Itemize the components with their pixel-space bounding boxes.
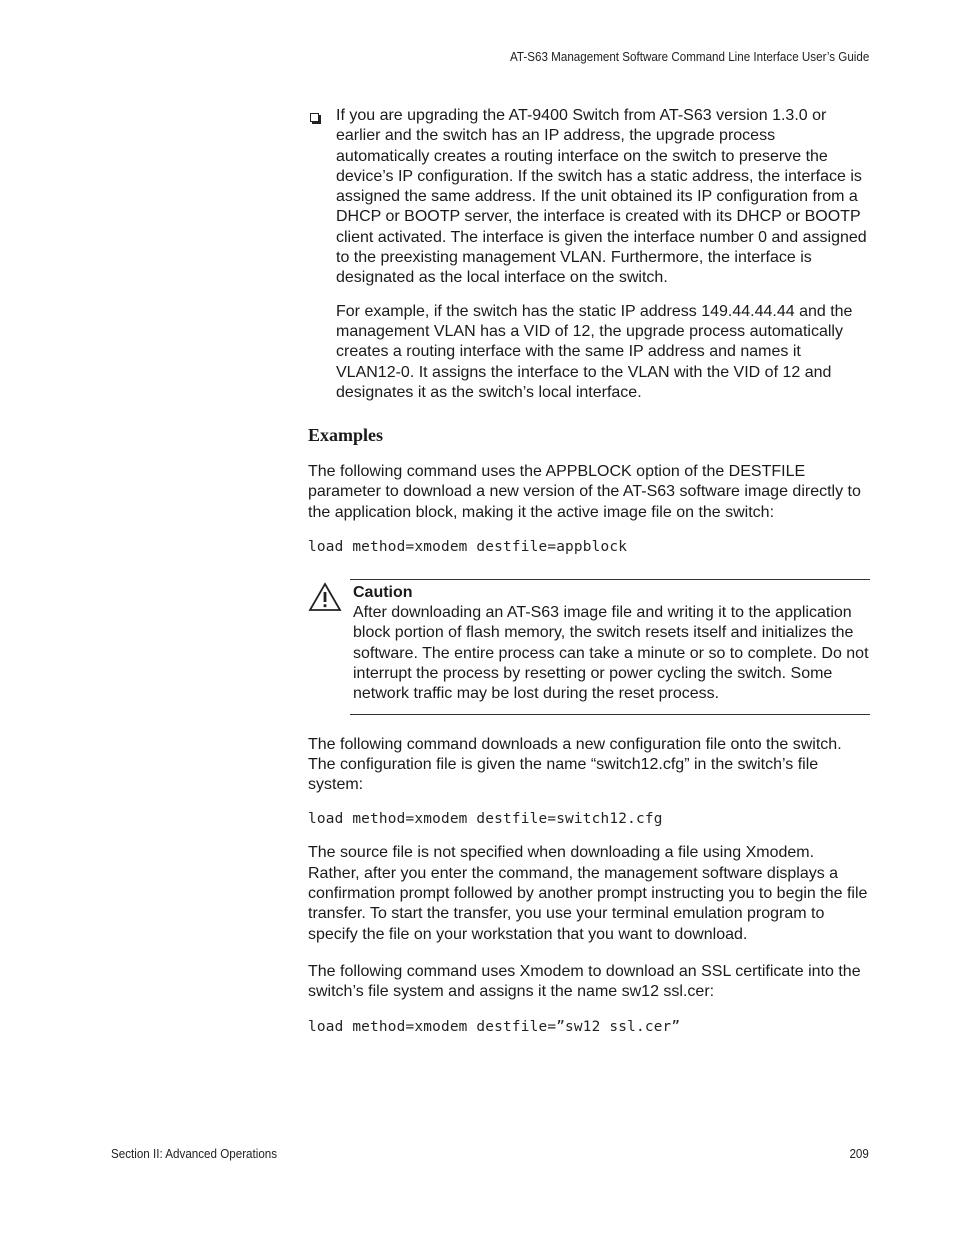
bullet-list-item <box>308 106 870 403</box>
main-content <box>308 106 870 1035</box>
bullet-paragraph-1: If you are upgrading the AT-9400 Switch from AT-S63 version 1.3.0 or earlier and the switch has an IP address, the upgrade process automatically creates a routing interface on the switch to preserve the device’s IP configuration. If the switch has a static address, the interface is assigned the same address. If the unit obtained its IP configuration from a DHCP or BOOTP server, the interface is created with its DHCP or BOOTP client activated. The interface is given the interface number 0 and assigned to the preexisting management VLAN. Furthermore, the interface is designated as the local interface on the switch. <box>336 107 867 287</box>
running-header: AT-S63 Management Software Command Line Interface User’s Guide <box>509 50 869 64</box>
example-intro-1: The following command uses the APPBLOCK option of the DESTFILE parameter to download a new version of the AT-S63 software image directly to the application block, making it the active image file on the switch: <box>308 463 861 521</box>
examples-heading: Examples <box>308 425 384 446</box>
example-intro-3: The following command uses Xmodem to download an SSL certificate into the switch’s file system and assigns it the name sw12 ssl.cer: <box>308 962 861 1001</box>
xmodem-explanation: The source file is not specified when downloading a file using Xmodem. Rather, after you enter the command, the management software displays a confirmation prompt followed by another prompt instructing you to begin the file transfer. To start the transfer, you use your terminal emulation program to specify the file on your workstation that you want to download. <box>308 844 868 943</box>
caution-text: After downloading an AT-S63 image file and writing it to the application block portion of flash memory, the switch resets itself and initializes the software. The entire process can take a minute or so to complete. Do not interrupt the process by resetting or power cycling the switch. Some network traffic may be lost during the reset process. <box>353 604 869 703</box>
code-example-1: load method=xmodem destfile=appblock <box>308 539 628 556</box>
warning-triangle-icon <box>308 582 342 612</box>
caution-title: Caution <box>353 584 413 602</box>
footer-section-title: Section II: Advanced Operations <box>111 1147 278 1161</box>
code-example-2: load method=xmodem destfile=switch12.cfg <box>308 811 663 828</box>
bullet-paragraph-2: For example, if the switch has the static IP address 149.44.44.44 and the management VLAN has a VID of 12, the upgrade process automatically creates a routing interface with the same IP address and names it VLAN12-0. It assigns the interface to the VLAN with the VID of 12 and designates it as the switch’s local interface. <box>336 302 853 401</box>
code-example-3: load method=xmodem destfile=”sw12 ssl.cer” <box>308 1018 681 1035</box>
checkbox-bullet-icon <box>310 113 319 122</box>
example-intro-2: The following command downloads a new configuration file onto the switch. The configuration file is given the name “switch12.cfg” in the switch’s file system: <box>308 735 842 794</box>
footer-page-number: 209 <box>849 1147 869 1161</box>
caution-box <box>350 579 870 714</box>
